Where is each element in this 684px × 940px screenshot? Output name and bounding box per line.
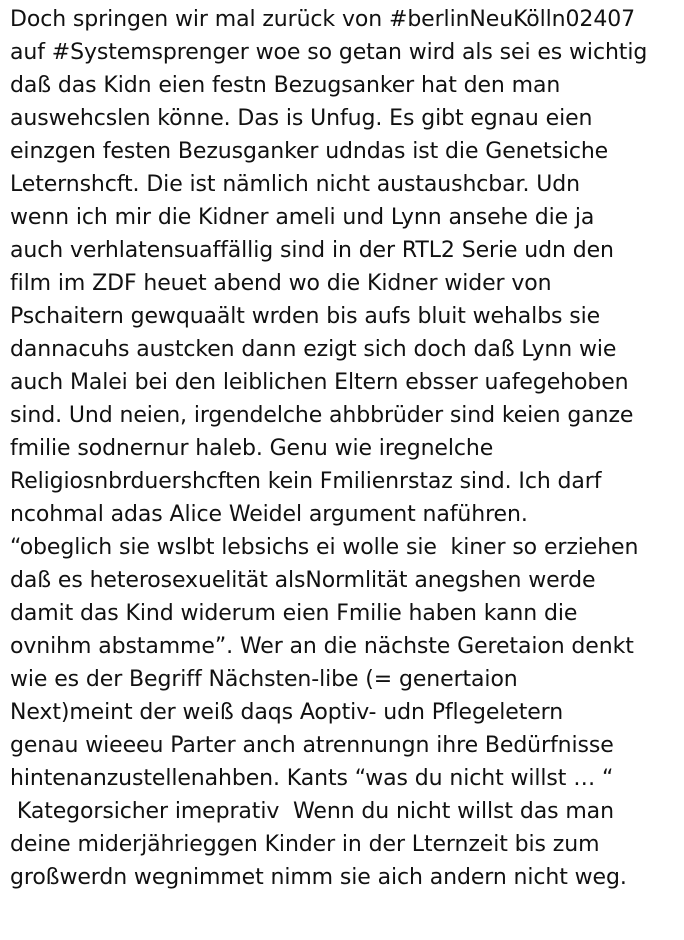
text-line: ncohmal adas Alice Weidel argument naführen. — [10, 502, 528, 527]
text-line: damit das Kind widerum eien Fmilie haben kann die — [10, 601, 578, 626]
text-line: Religiosnbrduershcften kein Fmilienrstaz sind. Ich darf — [10, 469, 602, 494]
text-line: “obeglich sie wslbt lebsichs ei wolle sie kiner so erziehen — [10, 535, 639, 560]
document-text — [10, 3, 682, 894]
text-line: Pschaitern gewquaält wrden bis aufs bluit wehalbs sie — [10, 304, 601, 329]
text-line: film im ZDF heuet abend wo die Kidner wider von — [10, 271, 552, 296]
text-line: Leternshcft. Die ist nämlich nicht austaushcbar. Udn — [10, 172, 580, 197]
text-line: Next)meint der weiß daqs Aoptiv- udn Pflegeletern — [10, 700, 564, 725]
text-line: ovnihm abstamme”. Wer an die nächste Geretaion denkt — [10, 634, 634, 659]
text-line: großwerdn wegnimmet nimm sie aich andern nicht weg. — [10, 865, 627, 890]
text-line: auch Malei bei den leiblichen Eltern ebsser uafegehoben — [10, 370, 629, 395]
text-line: wie es der Begriff Nächsten-libe (= genertaion — [10, 667, 518, 692]
text-line: auch verhlatensuaffällig sind in der RTL2 Serie udn den — [10, 238, 614, 263]
text-line: fmilie sodnernur haleb. Genu wie iregnelche — [10, 436, 494, 461]
text-line: genau wieeeu Parter anch atrennungn ihre Bedürfnisse — [10, 733, 614, 758]
text-line: sind. Und neien, irgendelche ahbbrüder sind keien ganze — [10, 403, 634, 428]
text-line: auf #Systemsprenger woe so getan wird als sei es wichtig — [10, 40, 648, 65]
text-line: daß es heterosexuelität alsNormlität anegshen werde — [10, 568, 596, 593]
text-line: deine miderjährieggen Kinder in der Lternzeit bis zum — [10, 832, 600, 857]
text-line: einzgen festen Bezusganker udndas ist die Genetsiche — [10, 139, 609, 164]
text-line: hintenanzustellenahben. Kants “was du nicht willst … “ — [10, 766, 614, 791]
text-line: daß das Kidn eien festn Bezugsanker hat den man — [10, 73, 561, 98]
text-line: Doch springen wir mal zurück von #berlinNeuKölln02407 — [10, 7, 636, 32]
text-line: dannacuhs austcken dann ezigt sich doch daß Lynn wie — [10, 337, 617, 362]
text-line: auswehcslen könne. Das is Unfug. Es gibt egnau eien — [10, 106, 593, 131]
text-line: Kategorsicher imeprativ Wenn du nicht willst das man — [10, 799, 614, 824]
text-line: wenn ich mir die Kidner ameli und Lynn ansehe die ja — [10, 205, 595, 230]
